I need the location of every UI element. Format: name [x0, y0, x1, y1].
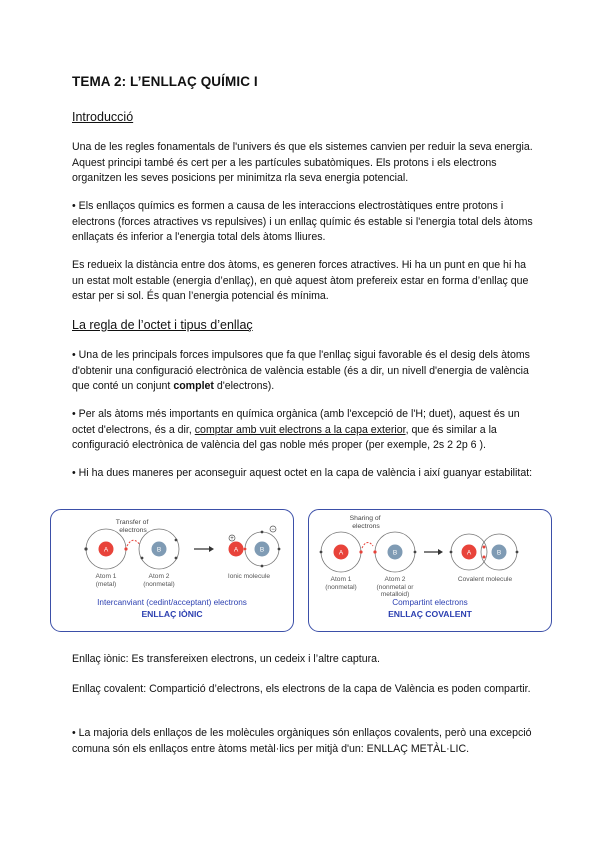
reaction-arrowhead [438, 549, 443, 555]
covalent-molecule-label: Covalent molecule [457, 576, 513, 583]
covalent-caption: Compartint electrons [392, 598, 468, 607]
octet-2-underline: comptar amb vuit electrons a la capa exterior [194, 423, 406, 436]
ionic-definition: Enllaç iònic: Es transfereixen electrons, un cedeix i l’altre captura. [72, 653, 380, 665]
ionic-top-label [116, 519, 151, 534]
electron [516, 551, 519, 554]
molecule-symbol-b: B [496, 549, 502, 557]
atom-a-symbol: A [103, 546, 109, 554]
gained-electron [244, 548, 247, 551]
minus-charge: − [271, 527, 275, 533]
atom-2-label: Atom 2 (nonmetal or metalloid) [376, 576, 414, 598]
section-heading-intro: Introducció [72, 110, 134, 124]
electron [414, 551, 417, 554]
covalent-definition: Enllaç covalent: Compartició d’electrons, els electrons de la capa de València es poden compartir. [72, 683, 531, 695]
ionic-top-label-line2: electrons [119, 527, 147, 534]
atom-b-symbol: B [156, 546, 162, 554]
octet-1-text-end: d'electrons). [213, 380, 275, 393]
paragraph-intro-2: • Els enllaços químics es formen a causa de les interaccions electrostàtiques entre protons i electrons (forces atractives vs repulsives) i un enllaç químic és estable si l'energia total dels àtoms enllaçats és inferior a l'energia total dels àtoms lliures. [72, 200, 533, 244]
paragraph-octet-3: • Hi ha dues maneres per aconseguir aquest octet en la capa de valència i així guanyar estabilitat: [72, 467, 533, 479]
shared-electron [359, 550, 362, 553]
covalent-top-label [350, 515, 383, 530]
electron [175, 539, 178, 542]
electron [261, 565, 264, 568]
octet-2-text: • Per als àtoms més importants en química orgànica (amb l'excepció de l'H; duet), aquest és un octet d'electrons, és a dir, [72, 408, 520, 436]
sharing-arrow [362, 542, 373, 548]
electron [141, 557, 144, 560]
transfer-arrow [127, 540, 140, 546]
electron [450, 551, 453, 554]
covalent-top-label-line2: electrons [352, 523, 380, 530]
shared-pair-electron [483, 556, 486, 559]
electron [175, 557, 178, 560]
ionic-caption: Intercanviant (cedint/acceptant) electrons [97, 598, 247, 607]
ionic-bond-figure [50, 509, 294, 632]
paragraph-octet-1 [72, 348, 534, 395]
transferring-electron [124, 547, 127, 550]
electron [261, 531, 264, 534]
shared-pair-electron [483, 546, 486, 549]
paragraph-octet-2 [72, 407, 534, 454]
paragraph-intro-1: Una de les regles fonamentals de l'univers és que els sistemes canvien per reduir la seva energia. Aquest principi també és cert per a les partícules subatòmiques. Els protons i els electrons organitzen les seves posicions per minimitza rla seva energia potencial. [72, 141, 533, 185]
ionic-top-label-line1: Transfer of [115, 519, 149, 526]
page-title: TEMA 2: L’ENLLAÇ QUÍMIC I [72, 74, 258, 89]
covalent-bond-figure [308, 509, 552, 632]
shared-electron [373, 550, 376, 553]
ionic-bond-name: ENLLAÇ IÒNIC [141, 609, 203, 619]
molecule-symbol-a: A [466, 549, 472, 557]
plus-charge: + [230, 536, 234, 542]
atom-b-symbol: B [392, 549, 398, 557]
metallic-note: • La majoria dels enllaços de les molècules orgàniques són enllaços covalents, però una excepció comuna són els enllaços entre àtoms metàl·lics per mitjà d'un: ENLLAÇ METÀL·LIC. [72, 727, 532, 755]
paragraph-intro-3: Es redueix la distància entre dos àtoms, es generen forces atractives. Hi ha un punt en que hi ha un estat molt estable (energia d’enllaç), en què aquest àtom prefereix estar en forma d’enllaç que estar per si sol. És quan l’energia potencial és mínima. [72, 259, 529, 303]
atom-2-label: Atom 2 (nonmetal) [143, 573, 175, 588]
cation-symbol: A [233, 546, 239, 554]
atom-1-label: Atom 1 (nonmetal) [325, 576, 357, 591]
octet-1-bold: complet [173, 380, 214, 393]
electron [84, 547, 87, 550]
atom-1-label: Atom 1 (metal) [95, 573, 117, 588]
covalent-top-label-line1: Sharing of [349, 515, 381, 522]
octet-1-text: • Una de les principals forces impulsores que fa que l'enllaç sigui favorable és el desig dels àtoms d'obtenir una configuració electrònica de valència estable (és a dir, un nivell d'energia de valència que conté un conjunt [72, 349, 530, 393]
reaction-arrowhead [209, 546, 214, 552]
electron [320, 551, 323, 554]
atom-a-symbol: A [338, 549, 344, 557]
electron [278, 548, 281, 551]
anion-symbol: B [259, 546, 265, 554]
covalent-bond-name: ENLLAÇ COVALENT [388, 609, 472, 619]
ionic-molecule-label: Ionic molecule [227, 573, 271, 580]
section-heading-octet: La regla de l’octet i tipus d’enllaç [72, 318, 253, 332]
octet-2-text-end: , que és similar a la configuració electrònica de valència del gas noble més proper (per exemple, 2s 2 2p 6 ). [72, 423, 497, 452]
